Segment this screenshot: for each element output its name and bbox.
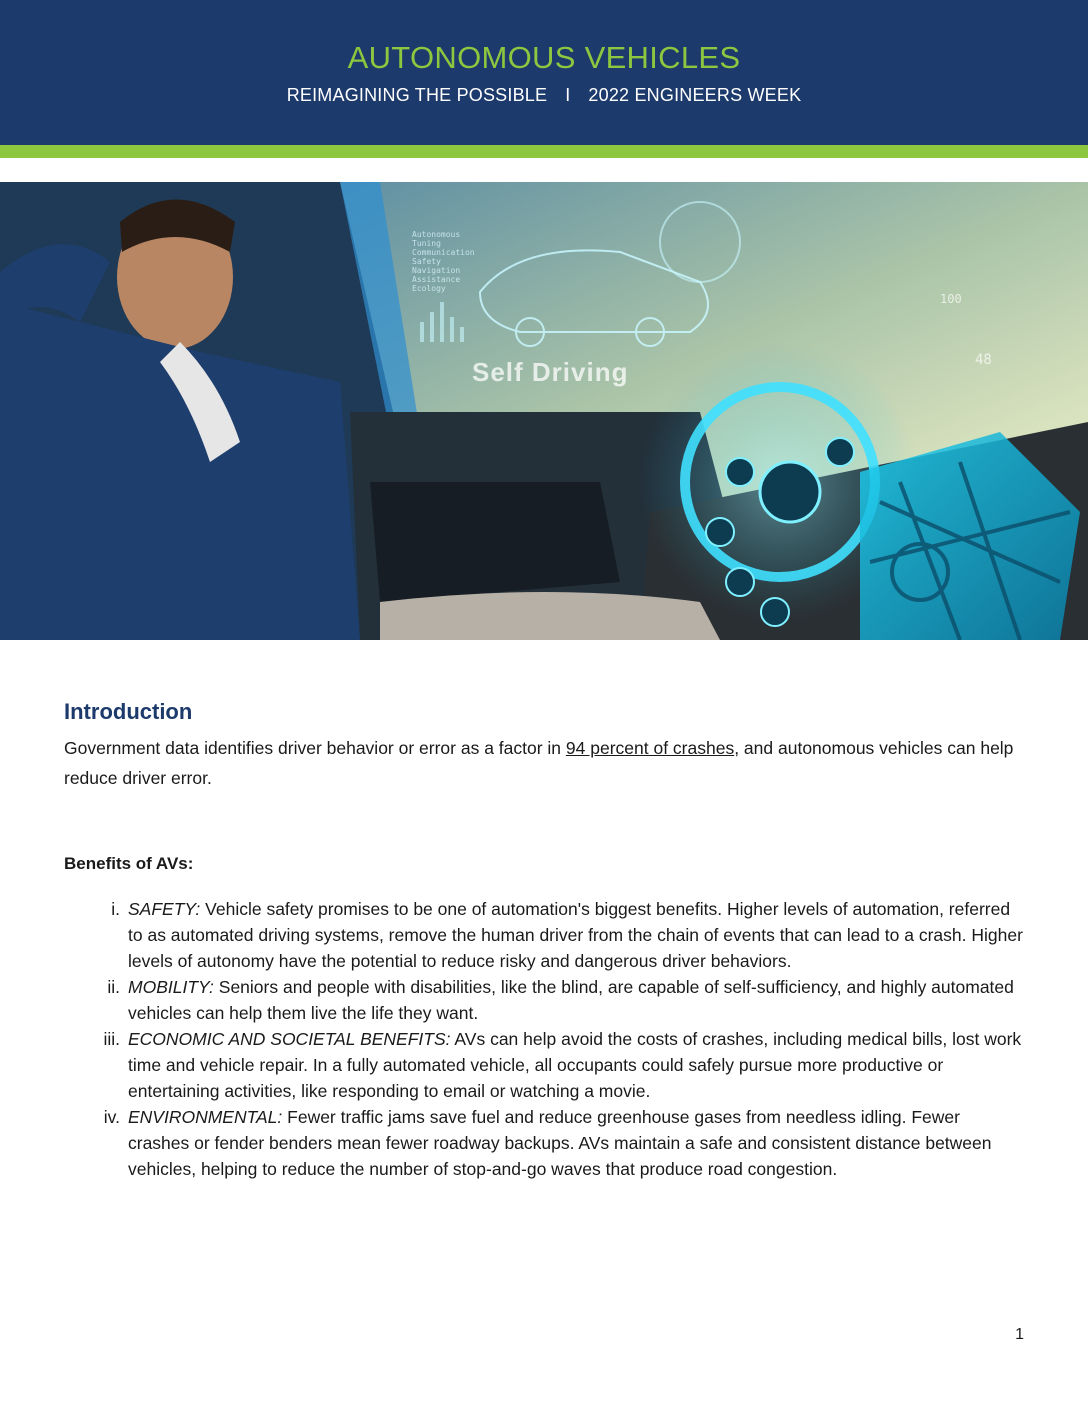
crash-statistic-link[interactable]: 94 percent of crashes (565, 738, 735, 758)
hud-menu-item: Ecology (412, 284, 446, 293)
hero-overlay-text: Self Driving (472, 357, 629, 387)
benefit-category: ECONOMIC AND SOCIETAL BENEFITS: (128, 1029, 451, 1049)
benefit-text: Fewer traffic jams save fuel and reduce greenhouse gases from needless idling. Fewer crashes or fender benders mean fewer roadway backups. AVs maintain a safe and consistent distance between vehicles, helping to reduce the number of stop-and-go waves that produce road congestion. (128, 1107, 992, 1179)
header-accent-stripe (0, 145, 1088, 158)
hero-image (0, 182, 1088, 640)
benefit-item-mobility (64, 974, 1024, 1026)
benefit-text: Vehicle safety promises to be one of automation's biggest benefits. Higher levels of automation, referred to as automated driving systems, remove the human driver from the chain of events that can lead to a crash. Higher levels of autonomy have the potential to reduce risky and dangerous driver behaviors. (128, 899, 1023, 971)
intro-paragraph (64, 733, 1024, 793)
hud-menu-item: Communication (412, 248, 475, 257)
hud-side-readout: 48 (975, 352, 992, 368)
hud-menu-item: Autonomous (412, 230, 461, 239)
benefit-number: iv. (103, 1107, 120, 1127)
benefits-heading: Benefits of AVs: (64, 854, 194, 873)
benefit-category: ENVIRONMENTAL: (128, 1107, 283, 1127)
benefit-item-economic (64, 1026, 1024, 1104)
page-number: 1 (1015, 1326, 1024, 1343)
benefit-category: SAFETY: (128, 899, 201, 919)
hud-menu-item: Assistance (412, 275, 461, 284)
benefit-number: ii. (107, 977, 120, 997)
intro-heading: Introduction (64, 699, 193, 724)
subtitle-left: REIMAGINING THE POSSIBLE (286, 85, 548, 105)
self-driving-illustration (0, 182, 1088, 640)
header-banner (0, 0, 1088, 145)
benefit-item-safety (64, 896, 1024, 974)
hud-menu-item: Navigation (412, 266, 461, 275)
hud-menu (412, 230, 475, 293)
benefit-number: i. (111, 899, 120, 919)
benefit-text: AVs can help avoid the costs of crashes, including medical bills, lost work time and vehicle repair. In a fully automated vehicle, all occupants could safely pursue more productive or entertaining activities, like responding to email or watching a movie. (128, 1029, 1022, 1101)
hud-speed-readout: 100 (940, 292, 962, 306)
benefit-text: Seniors and people with disabilities, like the blind, are capable of self-sufficiency, and highly automated vehicles can help them live the life they want. (128, 977, 1014, 1023)
benefit-number: iii. (103, 1029, 120, 1049)
benefits-list (64, 896, 1024, 1182)
subtitle-separator: I (565, 85, 571, 105)
hud-menu-item: Tuning (412, 239, 441, 248)
benefit-item-environmental (64, 1104, 1024, 1182)
intro-text-before: Government data identifies driver behavior or error as a factor in (64, 738, 566, 758)
intro-text-after: , and autonomous vehicles can help reduce driver error. (64, 738, 1014, 788)
benefit-category: MOBILITY: (128, 977, 214, 997)
subtitle-right: 2022 ENGINEERS WEEK (588, 85, 802, 105)
document-subtitle (0, 85, 1088, 106)
document-title: AUTONOMOUS VEHICLES (347, 40, 741, 75)
hud-menu-item: Safety (412, 257, 441, 266)
